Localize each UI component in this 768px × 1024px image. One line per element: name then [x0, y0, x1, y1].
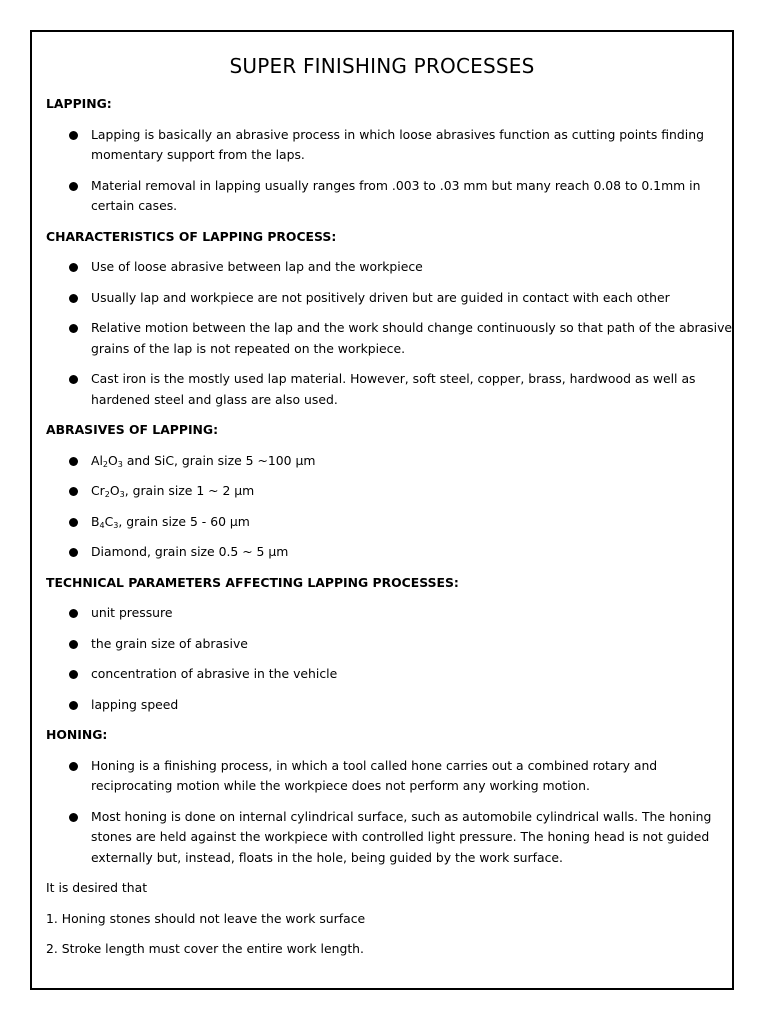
characteristics-list [46, 257, 734, 410]
list-item: Cr2O3, grain size 1 ~ 2 µm [46, 481, 734, 502]
abrasives-heading: ABRASIVES OF LAPPING: [46, 422, 219, 437]
list-item: Usually lap and workpiece are not positively driven but are guided in contact with each other [46, 288, 734, 309]
list-item: Use of loose abrasive between lap and the workpiece [46, 257, 734, 278]
lapping-heading: LAPPING: [46, 96, 112, 111]
list-item: Diamond, grain size 0.5 ~ 5 µm [46, 542, 734, 563]
desired-intro: It is desired that [46, 880, 148, 895]
list-item: B4C3, grain size 5 - 60 µm [46, 512, 734, 533]
page-title: SUPER FINISHING PROCESSES [229, 54, 535, 78]
parameters-heading: TECHNICAL PARAMETERS AFFECTING LAPPING PROCESSES: [46, 574, 459, 590]
desired-point: 2. Stroke length must cover the entire work length. [46, 941, 364, 956]
list-item: Relative motion between the lap and the work should change continuously so that path of the abrasive grains of the lap is not repeated on the workpiece. [46, 318, 734, 359]
list-item: lapping speed [46, 695, 734, 716]
parameters-list [46, 603, 734, 715]
lapping-list [46, 125, 734, 217]
list-item: Honing is a finishing process, in which a tool called hone carries out a combined rotary and reciprocating motion while the workpiece does not perform any working motion. [46, 756, 734, 797]
list-item: Al2O3 and SiC, grain size 5 ~100 µm [46, 451, 734, 472]
document-body [46, 94, 734, 970]
desired-point: 1. Honing stones should not leave the work surface [46, 910, 366, 926]
abrasives-list [46, 451, 734, 563]
honing-list [46, 756, 734, 869]
list-item: Lapping is basically an abrasive process in which loose abrasives function as cutting points finding momentary support from the laps. [46, 125, 734, 166]
characteristics-heading: CHARACTERISTICS OF LAPPING PROCESS: [46, 228, 337, 244]
list-item: Most honing is done on internal cylindrical surface, such as automobile cylindrical walls. The honing stones are held against the workpiece with controlled light pressure. The honing head is not guided externally but, instead, floats in the hole, being guided by the work surface. [46, 807, 734, 869]
page-frame [30, 30, 734, 990]
honing-heading: HONING: [46, 727, 108, 742]
list-item: Cast iron is the mostly used lap material. However, soft steel, copper, brass, hardwood as well as hardened steel and glass are also used. [46, 369, 734, 410]
list-item: Material removal in lapping usually ranges from .003 to .03 mm but many reach 0.08 to 0.1mm in certain cases. [46, 176, 734, 217]
list-item: the grain size of abrasive [46, 634, 734, 655]
list-item: concentration of abrasive in the vehicle [46, 664, 734, 685]
list-item: unit pressure [46, 603, 734, 624]
